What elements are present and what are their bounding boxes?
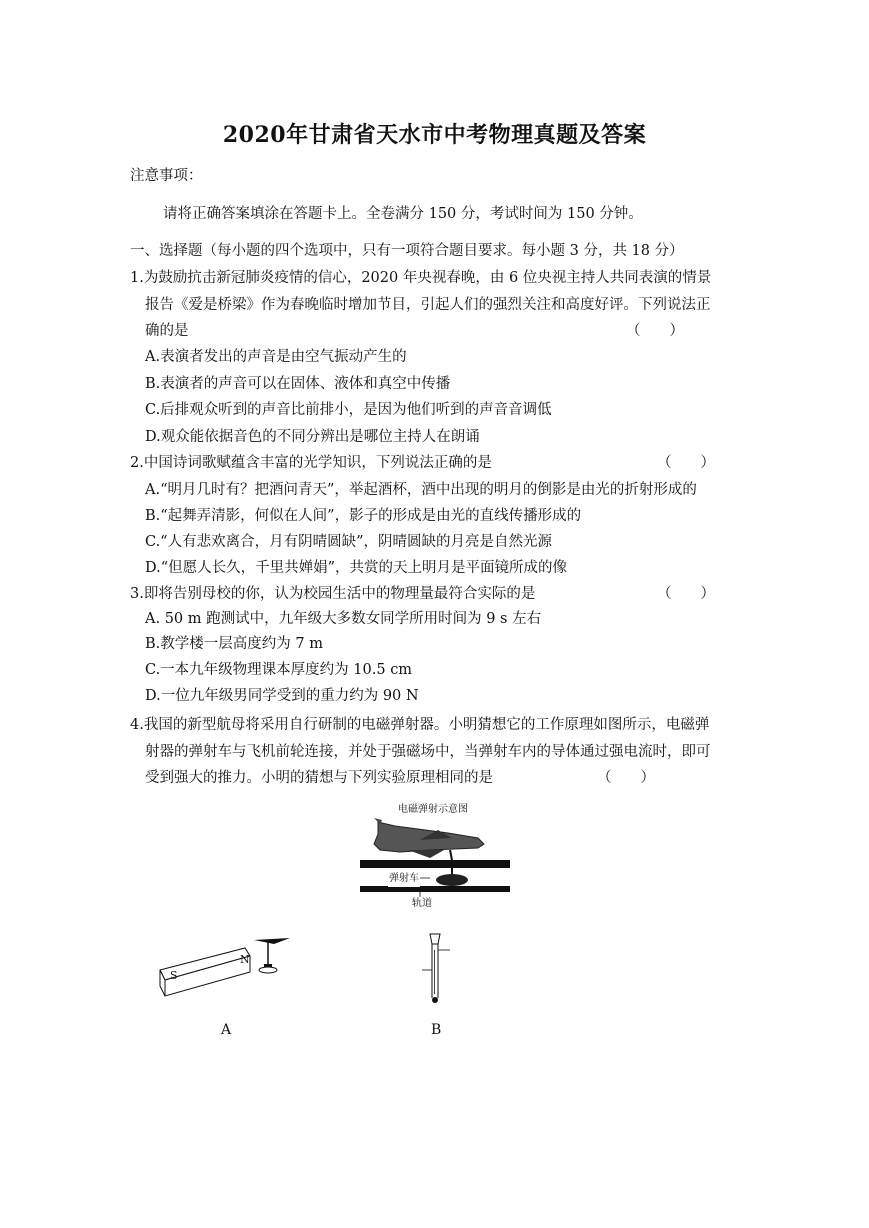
option-b-figure (410, 930, 460, 1010)
notice-heading: 注意事项： (130, 168, 203, 184)
figure-caption: 电磁弹射示意图 (398, 804, 468, 815)
page-title: 2020年甘肃省天水市中考物理真题及答案 (222, 122, 647, 148)
section-heading: 一、选择题（每小题的四个选项中，只有一项符合题目要求。每小题 3 分，共 18 分） (130, 243, 684, 259)
q4-stem-line1: 4.我国的新型航母将采用自行研制的电磁弹射器。小明猜想它的工作原理如图所示，电磁弹 (130, 717, 710, 733)
q3-option-d: D.一位九年级男同学受到的重力约为 90 N (145, 688, 419, 704)
q2-option-a: A.“明月几时有？把酒问青天”，举起酒杯，酒中出现的明月的倒影是由光的折射形成的 (145, 482, 697, 498)
q3-option-c: C.一本九年级物理课本厚度约为 10.5 cm (145, 662, 413, 678)
jet-catapult-diagram (360, 800, 510, 910)
q2-option-b: B.“起舞弄清影，何似在人间”，影子的形成是由光的直线传播形成的 (145, 508, 582, 524)
figure-label-cart: 弹射车 (388, 871, 420, 887)
catapult-figure (360, 800, 510, 910)
tube-apparatus-diagram (410, 930, 460, 1010)
option-b-label: B (431, 1022, 442, 1038)
q1-option-c: C.后排观众听到的声音比前排小，是因为他们听到的声音音调低 (145, 402, 552, 418)
q2-stem: 2.中国诗词歌赋蕴含丰富的光学知识，下列说法正确的是 (130, 455, 492, 471)
q1-stem-line2: 报告《爱是桥梁》作为春晚临时增加节目，引起人们的强烈关注和高度好评。下列说法正 (145, 297, 711, 313)
q1-answer-paren: （ ） (626, 323, 684, 339)
q2-option-d: D.“但愿人长久，千里共婵娟”，共赏的天上明月是平面镜所成的像 (145, 560, 568, 576)
figure-label-track: 轨道 (412, 898, 432, 909)
q1-option-a: A.表演者发出的声音是由空气振动产生的 (145, 349, 407, 365)
magnet-south-pole: S (170, 969, 178, 982)
q4-stem-line3: 受到强大的推力。小明的猜想与下列实验原理相同的是 (145, 770, 493, 786)
q1-stem-line3: 确的是 (145, 323, 189, 339)
option-a-figure (150, 930, 300, 1005)
magnet-north-pole: N (240, 953, 250, 966)
q1-option-d: D.观众能依据音色的不同分辨出是哪位主持人在朗诵 (145, 429, 480, 445)
q2-option-c: C.“人有悲欢离合，月有阴晴圆缺”，阴晴圆缺的月亮是自然光源 (145, 534, 553, 550)
option-a-label: A (221, 1022, 232, 1038)
q1-option-b: B.表演者的声音可以在固体、液体和真空中传播 (145, 376, 451, 392)
notice-body: 请将正确答案填涂在答题卡上。全卷满分 150 分，考试时间为 150 分钟。 (163, 206, 643, 222)
q3-option-b: B.教学楼一层高度约为 7 m (145, 636, 323, 652)
q4-answer-paren: （ ） (597, 770, 655, 786)
q3-option-a: A. 50 m 跑测试中，九年级大多数女同学所用时间为 9 s 左右 (145, 611, 542, 627)
q3-answer-paren: （ ） (657, 586, 715, 602)
q4-stem-line2: 射器的弹射车与飞机前轮连接，并处于强磁场中，当弹射车内的导体通过强电流时，即可 (145, 744, 711, 760)
q2-answer-paren: （ ） (657, 455, 715, 471)
q1-stem-line1: 1.为鼓励抗击新冠肺炎疫情的信心，2020 年央视春晚，由 6 位央视主持人共同表演的情景 (130, 270, 712, 286)
q3-stem: 3.即将告别母校的你，认为校园生活中的物理量最符合实际的是 (130, 586, 536, 602)
